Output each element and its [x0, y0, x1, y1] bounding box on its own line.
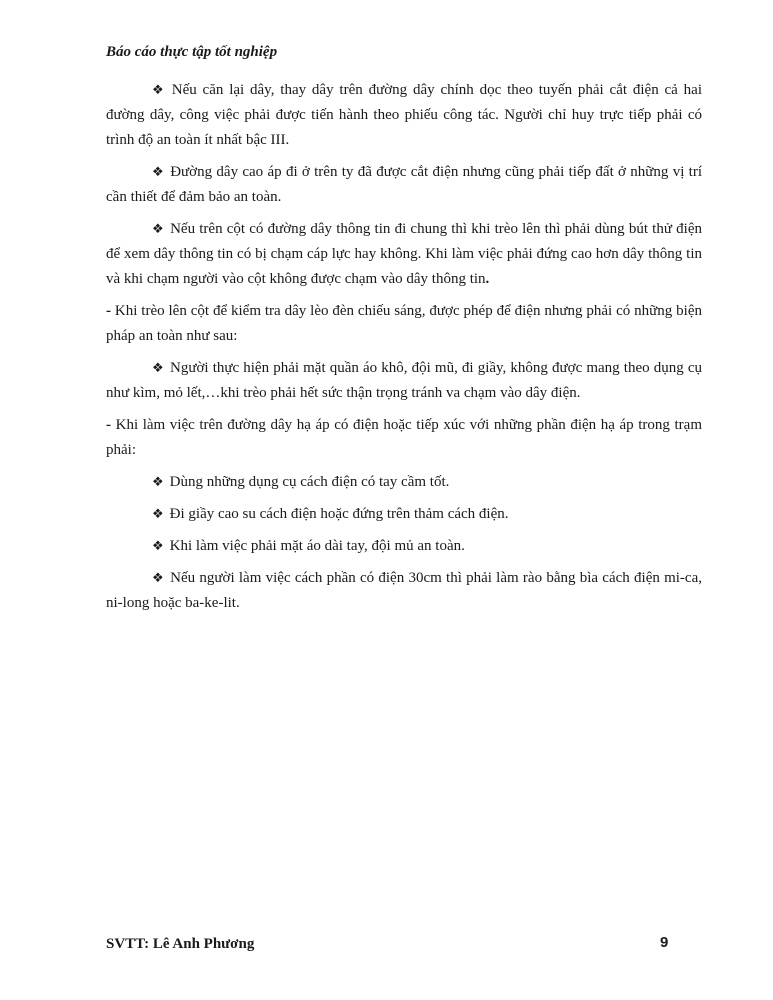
- paragraph-text: Đi giầy cao su cách điện hoặc đứng trên thảm cách điện.: [169, 506, 509, 522]
- report-header: Báo cáo thực tập tốt nghiệp: [106, 44, 278, 60]
- paragraph-end-mark: .: [485, 271, 490, 287]
- bullet-paragraph: [106, 502, 702, 527]
- paragraph-text: Khi làm việc trên đường dây hạ áp có điện hoặc tiếp xúc với những phần điện hạ áp trong trạm phải:: [106, 417, 703, 458]
- bullet-paragraph: [106, 566, 702, 616]
- diamond-bullet-icon: ❖: [152, 361, 165, 376]
- dash-paragraph: [106, 299, 702, 349]
- paragraph-text: Người thực hiện phải mặt quần áo khô, đội mũ, đi giầy, không được mang theo dụng cụ như kìm, mỏ lết,…khi trèo phải hết sức thận trọng tránh va chạm vào dây điện.: [106, 360, 702, 401]
- paragraph-text: Khi làm việc phải mặt áo dài tay, đội mủ an toàn.: [169, 538, 465, 554]
- paragraph-text: Nếu trên cột có đường dây thông tin đi chung thì khi trèo lên thì phải dùng bút thử điện để xem dây thông tin có bị chạm cáp lực hay không. Khi làm việc phải đứng cao hơn dây thông tin và khi chạm người vào cột không được chạm vào dây thông tin: [106, 221, 702, 287]
- footer-author: SVTT: Lê Anh Phương: [106, 936, 255, 952]
- diamond-bullet-icon: ❖: [152, 165, 165, 180]
- paragraph-text: Đường dây cao áp đi ở trên ty đã được cắt điện nhưng cũng phải tiếp đất ở những vị trí cần thiết để đảm bảo an toàn.: [106, 164, 703, 205]
- bullet-paragraph: [106, 78, 702, 153]
- diamond-bullet-icon: ❖: [152, 222, 165, 237]
- bullet-paragraph: [106, 470, 702, 495]
- paragraph-text: Nếu căn lại dây, thay dây trên đường dây chính dọc theo tuyến phải cắt điện cả hai đường dây, công việc phải được tiến hành theo phiếu công tác. Người chỉ huy trực tiếp phải có trình độ an toàn ít nhất bậc III.: [106, 82, 702, 148]
- diamond-bullet-icon: ❖: [152, 507, 164, 522]
- paragraph-text: Nếu người làm việc cách phần có điện 30cm thì phải làm rào bằng bìa cách điện mi-ca, ni-long hoặc ba-ke-lit.: [106, 570, 702, 611]
- dash-marker: -: [106, 303, 111, 319]
- diamond-bullet-icon: ❖: [152, 539, 164, 554]
- diamond-bullet-icon: ❖: [152, 475, 164, 490]
- bullet-paragraph: [106, 160, 702, 210]
- dash-marker: -: [106, 417, 111, 433]
- bullet-paragraph: [106, 217, 702, 292]
- paragraph-text: Khi trèo lên cột để kiểm tra dây lèo đèn chiếu sáng, được phép để điện nhưng phải có những biện pháp an toàn như sau:: [106, 303, 703, 344]
- bullet-paragraph: [106, 356, 702, 406]
- diamond-bullet-icon: ❖: [152, 83, 166, 98]
- bullet-paragraph: [106, 534, 702, 559]
- dash-paragraph: [106, 413, 702, 463]
- document-body: [106, 78, 702, 623]
- diamond-bullet-icon: ❖: [152, 571, 165, 586]
- paragraph-text: Dùng những dụng cụ cách điện có tay cầm tốt.: [169, 474, 450, 490]
- page-number: 9: [660, 934, 669, 951]
